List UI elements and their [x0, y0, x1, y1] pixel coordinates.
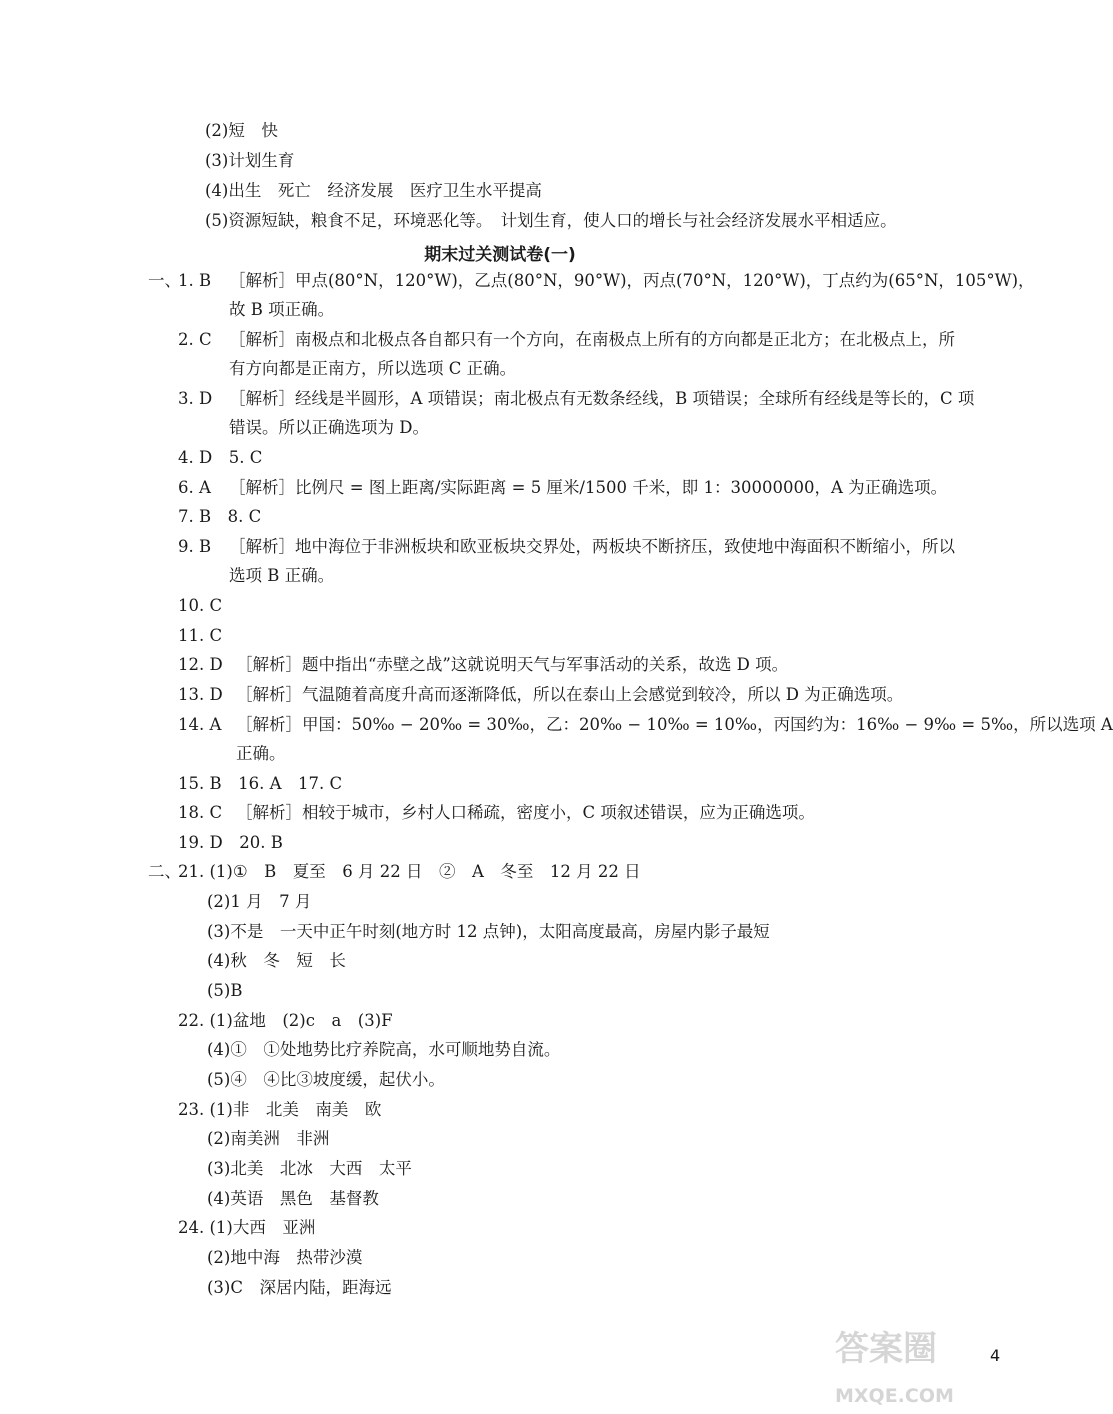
q4-5-answers: 4. D 5. C — [178, 448, 263, 467]
q21-line-3: (3)不是 一天中正午时刻(地方时 12 点钟)，太阳高度最高，房屋内影子最短 — [207, 922, 770, 941]
top-line-2: (2)短 快 — [205, 121, 278, 140]
q10-answer: 10. C — [178, 596, 223, 615]
q12-number: 12. D — [178, 655, 223, 674]
q21-line-5: (5)B — [207, 981, 243, 1000]
top-line-5: (5)资源短缺，粮食不足，环境恶化等。 计划生育，使人口的增长与社会经济发展水平相适应。 — [205, 211, 897, 230]
top-line-3: (3)计划生育 — [205, 151, 295, 170]
q14-text-2: 正确。 — [236, 744, 286, 763]
q1-text-2: 故 B 项正确。 — [229, 300, 335, 319]
q9-text-1: ［解析］地中海位于非洲板块和欧亚板块交界处，两板块不断挤压，致使地中海面积不断缩小，所以 — [229, 537, 955, 556]
q3-text-1: ［解析］经线是半圆形，A 项错误；南北极点有无数条经线，B 项错误；全球所有经线是等长的，C 项 — [229, 389, 975, 408]
q6-number: 6. A — [178, 478, 211, 497]
q23-line-3: (3)北美 北冰 大西 太平 — [207, 1159, 412, 1178]
q9-text-2: 选项 B 正确。 — [229, 566, 335, 585]
section2-label: 二、 — [148, 862, 181, 881]
q18-text-1: ［解析］相较于城市，乡村人口稀疏，密度小，C 项叙述错误，应为正确选项。 — [236, 803, 815, 822]
q23-line-2: (2)南美洲 非洲 — [207, 1129, 330, 1148]
section1-label: 一、 — [148, 271, 181, 290]
q24-line-3: (3)C 深居内陆，距海远 — [207, 1278, 392, 1297]
q14-text-1: ［解析］甲国：50‰ − 20‰ = 30‰，乙：20‰ − 10‰ = 10‰，丙国约为：16‰ − 9‰ = 5‰，所以选项 A — [236, 715, 1113, 734]
watermark-logo-text: 答案圈 — [835, 1329, 937, 1369]
q23-line-4: (4)英语 黑色 基督教 — [207, 1189, 379, 1208]
q21-line-2: (2)1 月 7 月 — [207, 892, 312, 911]
q3-text-2: 错误。所以正确选项为 D。 — [229, 418, 429, 437]
q21-line-1: 21. (1)① B 夏至 6 月 22 日 ② A 冬至 12 月 22 日 — [178, 862, 641, 881]
q1-number: 1. B — [178, 271, 212, 290]
q24-line-2: (2)地中海 热带沙漠 — [207, 1248, 363, 1267]
q15-17-answers: 15. B 16. A 17. C — [178, 774, 343, 793]
q22-line-3: (5)④ ④比③坡度缓，起伏小。 — [207, 1070, 445, 1089]
q2-number: 2. C — [178, 330, 212, 349]
q19-20-answers: 19. D 20. B — [178, 833, 283, 852]
q13-text-1: ［解析］气温随着高度升高而逐渐降低，所以在泰山上会感觉到较冷，所以 D 为正确选项。 — [236, 685, 904, 704]
q2-text-2: 有方向都是正南方，所以选项 C 正确。 — [229, 359, 517, 378]
q11-answer: 11. C — [178, 626, 223, 645]
q24-line-1: 24. (1)大西 亚洲 — [178, 1218, 316, 1237]
q13-number: 13. D — [178, 685, 223, 704]
watermark-text: MXQE.COM — [835, 1385, 954, 1407]
q22-line-1: 22. (1)盆地 (2)c a (3)F — [178, 1011, 393, 1030]
q14-number: 14. A — [178, 715, 222, 734]
q21-line-4: (4)秋 冬 短 长 — [207, 951, 346, 970]
q18-number: 18. C — [178, 803, 223, 822]
q3-number: 3. D — [178, 389, 213, 408]
q6-text-1: ［解析］比例尺 = 图上距离/实际距离 = 5 厘米/1500 千米，即 1：30000000，A 为正确选项。 — [229, 478, 948, 497]
q7-8-answers: 7. B 8. C — [178, 507, 262, 526]
q22-line-2: (4)① ①处地势比疗养院高，水可顺地势自流。 — [207, 1040, 561, 1059]
q1-text-1: ［解析］甲点(80°N，120°W)，乙点(80°N，90°W)，丙点(70°N，120°W)，丁点约为(65°N，105°W)， — [229, 271, 1035, 290]
page-number: 4 — [990, 1346, 1001, 1365]
exam-title: 期末过关测试卷(一) — [424, 245, 576, 265]
top-line-4: (4)出生 死亡 经济发展 医疗卫生水平提高 — [205, 181, 542, 200]
q2-text-1: ［解析］南极点和北极点各自都只有一个方向，在南极点上所有的方向都是正北方；在北极点上，所 — [229, 330, 955, 349]
q9-number: 9. B — [178, 537, 212, 556]
watermark-logo — [835, 1320, 995, 1410]
q23-line-1: 23. (1)非 北美 南美 欧 — [178, 1100, 382, 1119]
q12-text-1: ［解析］题中指出“赤壁之战”这就说明天气与军事活动的关系，故选 D 项。 — [236, 655, 789, 674]
